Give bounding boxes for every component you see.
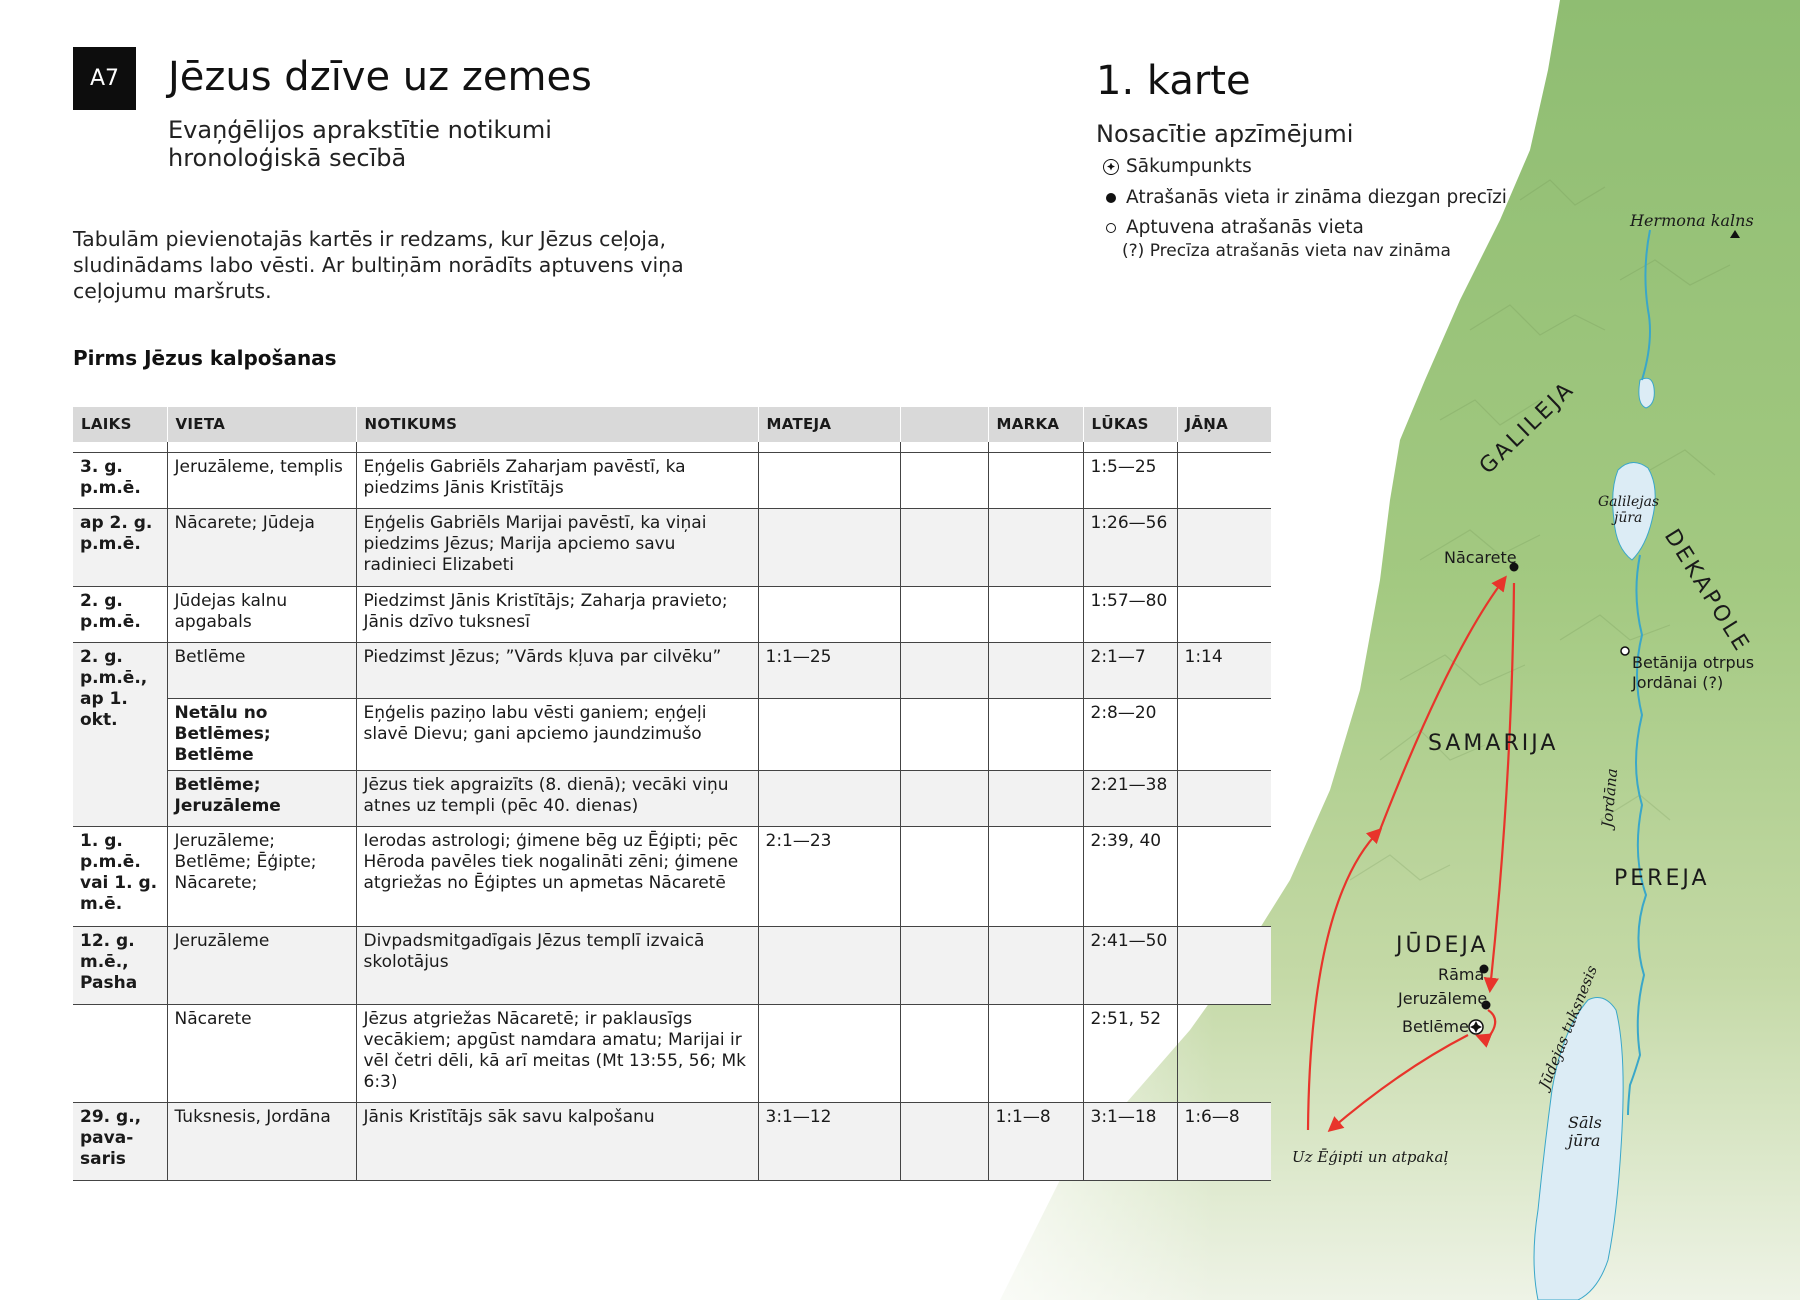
table-row <box>73 771 1271 827</box>
cell-event: Ierodas astrologi; ģimene bēg uz Ēģipti; pēc Hēroda pavēles tiek nogalināti zēni; ģimene atgriežas no Ēģiptes un apmetas Nācaretē <box>356 827 758 927</box>
place-label-galilee-sea-1: Galilejas <box>1598 494 1660 510</box>
cell-matthew <box>758 587 900 643</box>
cell-empty <box>900 509 988 587</box>
legend-known-location <box>1100 187 1507 208</box>
cell-place: Netālu no Betlēmes; Betlēme <box>167 699 356 771</box>
cell-luke: 2:8—20 <box>1083 699 1177 771</box>
cell-john <box>1177 827 1271 927</box>
cell-john <box>1177 587 1271 643</box>
cell-time: 12. g. m.ē., Pasha <box>73 927 167 1005</box>
cell-empty <box>900 827 988 927</box>
cell-mark <box>988 827 1083 927</box>
place-label-jordan: Jordāna <box>1598 767 1622 829</box>
page-subtitle <box>168 116 728 172</box>
section-badge: A7 <box>73 47 136 110</box>
col-header-luke: LŪKAS <box>1083 407 1177 442</box>
place-label-bethlehem: Betlēme <box>1402 1017 1469 1036</box>
cell-event: Jānis Kristītājs sāk savu kalpošanu <box>356 1103 758 1181</box>
table-row <box>73 1005 1271 1103</box>
place-label-galilee-sea-2: jūra <box>1614 510 1643 526</box>
cell-luke: 2:1—7 <box>1083 643 1177 699</box>
table-row <box>73 643 1271 699</box>
cell-place: Betlēme; Jeruzāleme <box>167 771 356 827</box>
subtitle-line-2: hronoloģiskā secībā <box>168 144 407 172</box>
cell-empty <box>900 1005 988 1103</box>
legend-title: Nosacītie apzīmējumi <box>1096 120 1354 148</box>
cell-matthew <box>758 1005 900 1103</box>
intro-text: Tabulām pievienotajās kartēs ir redzams, kur Jēzus ceļoja, sludinādams labo vēsti. Ar bultiņām norādīts aptuvens viņa ceļojumu maršruts. <box>73 227 684 303</box>
map-title: 1. karte <box>1096 58 1251 104</box>
place-label-bethany-2: Jordānai (?) <box>1632 673 1724 692</box>
place-label-nazareth: Nācarete <box>1444 548 1517 567</box>
cell-empty <box>900 587 988 643</box>
cell-place: Jeruzāleme, templis <box>167 453 356 509</box>
cell-time: 29. g., pava-saris <box>73 1103 167 1181</box>
col-header-matthew: MATEJA <box>758 407 900 442</box>
cell-mark <box>988 927 1083 1005</box>
cell-place: Jeruzāleme <box>167 927 356 1005</box>
cell-luke: 2:51, 52 <box>1083 1005 1177 1103</box>
table-row <box>73 827 1271 927</box>
cell-matthew <box>758 771 900 827</box>
cell-time: 1. g. p.m.ē. vai 1. g. m.ē. <box>73 827 167 927</box>
place-label-salt-sea-1: Sāls <box>1568 1113 1602 1132</box>
cell-time: 3. g. p.m.ē. <box>73 453 167 509</box>
cell-event: Jēzus tiek apgraizīts (8. dienā); vecāki viņu atnes uz templi (pēc 40. dienas) <box>356 771 758 827</box>
cell-luke: 1:57—80 <box>1083 587 1177 643</box>
col-header-john: JĀŅA <box>1177 407 1271 442</box>
cell-place: Tuksnesis, Jordāna <box>167 1103 356 1181</box>
table-row <box>73 453 1271 509</box>
cell-matthew: 2:1—23 <box>758 827 900 927</box>
place-label-salt-sea-2: jūra <box>1568 1131 1601 1150</box>
cell-event: Eņģelis Gabriēls Zaharjam pavēstī, ka piedzims Jānis Kristītājs <box>356 453 758 509</box>
cell-john <box>1177 453 1271 509</box>
cell-mark <box>988 643 1083 699</box>
cell-john <box>1177 699 1271 771</box>
table-row <box>73 509 1271 587</box>
cell-empty <box>900 771 988 827</box>
cell-event: Jēzus atgriežas Nācaretē; ir paklausīgs vecākiem; apgūst namdara amatu; Marijai ir vēl četri dēli, kā arī meitas (Mt 13:55, 56; Mk 6:3) <box>356 1005 758 1103</box>
col-header-event: NOTIKUMS <box>356 407 758 442</box>
cell-mark <box>988 1005 1083 1103</box>
cell-luke: 1:26—56 <box>1083 509 1177 587</box>
cell-time: 2. g. p.m.ē. <box>73 587 167 643</box>
col-header-time: LAIKS <box>73 407 167 442</box>
cell-matthew <box>758 927 900 1005</box>
cell-matthew <box>758 453 900 509</box>
cell-mark <box>988 699 1083 771</box>
cell-event: Piedzimst Jēzus; ”Vārds kļuva par cilvēku” <box>356 643 758 699</box>
col-header-place: VIETA <box>167 407 356 442</box>
cell-place: Nācarete <box>167 1005 356 1103</box>
table-row <box>73 699 1271 771</box>
cell-matthew: 1:1—25 <box>758 643 900 699</box>
legend-note: (?) Precīza atrašanās vieta nav zināma <box>1122 241 1451 261</box>
cell-john <box>1177 509 1271 587</box>
cell-matthew: 3:1—12 <box>758 1103 900 1181</box>
place-label-hermon: Hermona kalns <box>1630 211 1754 230</box>
place-label-bethany-1: Betānija otrpus <box>1632 653 1755 672</box>
region-label-judea: JŪDEJA <box>1396 933 1489 958</box>
cell-time: 2. g. p.m.ē., ap 1. okt. <box>73 643 167 827</box>
cell-luke: 2:39, 40 <box>1083 827 1177 927</box>
region-label-galilee: GALILEJA <box>1474 376 1581 480</box>
legend-label: Atrašanās vieta ir zināma diezgan precīzi <box>1126 187 1507 208</box>
region-label-decapolis: DEKAPOLE <box>1658 524 1755 658</box>
cell-place: Jeruzāleme; Betlēme; Ēģipte; Nācarete; <box>167 827 356 927</box>
cell-mark <box>988 453 1083 509</box>
subtitle-line-1: Evaņģēlijos aprakstītie notikumi <box>168 116 552 144</box>
cell-john <box>1177 771 1271 827</box>
col-header-mark: MARKA <box>988 407 1083 442</box>
cell-time <box>73 1005 167 1103</box>
section-title: Pirms Jēzus kalpošanas <box>73 346 337 370</box>
cell-empty <box>900 927 988 1005</box>
col-header-empty <box>900 407 988 442</box>
place-label-jerusalem: Jeruzāleme <box>1398 989 1488 1008</box>
start-point-icon <box>1103 159 1119 175</box>
cell-empty <box>900 1103 988 1181</box>
cell-mark <box>988 771 1083 827</box>
cell-john: 1:6—8 <box>1177 1103 1271 1181</box>
legend-label: Sākumpunkts <box>1126 156 1252 177</box>
cell-time: ap 2. g. p.m.ē. <box>73 509 167 587</box>
events-table <box>73 407 1271 1181</box>
cell-place: Betlēme <box>167 643 356 699</box>
lake-hula <box>1639 378 1654 408</box>
cell-mark <box>988 509 1083 587</box>
cell-mark: 1:1—8 <box>988 1103 1083 1181</box>
legend-approx-location <box>1100 217 1364 238</box>
cell-matthew <box>758 509 900 587</box>
table-row <box>73 587 1271 643</box>
cell-matthew <box>758 699 900 771</box>
bethany-marker <box>1621 647 1629 655</box>
cell-place: Nācarete; Jūdeja <box>167 509 356 587</box>
cell-empty <box>900 453 988 509</box>
legend-start-point <box>1100 156 1252 177</box>
cell-event: Piedzimst Jānis Kristītājs; Zaharja pravieto; Jānis dzīvo tuksnesī <box>356 587 758 643</box>
place-label-egypt: Uz Ēģipti un atpakaļ <box>1292 1148 1449 1166</box>
cell-place: Jūdejas kalnu apgabals <box>167 587 356 643</box>
cell-event: Divpadsmitgadīgais Jēzus templī izvaicā skolotājus <box>356 927 758 1005</box>
table-row <box>73 927 1271 1005</box>
region-label-perea: PEREJA <box>1614 866 1710 891</box>
cell-john <box>1177 1005 1271 1103</box>
page-title: Jēzus dzīve uz zemes <box>168 54 592 100</box>
cell-luke: 1:5—25 <box>1083 453 1177 509</box>
cell-john: 1:14 <box>1177 643 1271 699</box>
cell-empty <box>900 699 988 771</box>
cell-mark <box>988 587 1083 643</box>
cell-event: Eņģelis Gabriēls Marijai pavēstī, ka viņai piedzims Jēzus; Marija apciemo savu radinieci Elizabeti <box>356 509 758 587</box>
table-row <box>73 1103 1271 1181</box>
table-spacer-row <box>73 442 1271 453</box>
cell-john <box>1177 927 1271 1005</box>
cell-luke: 2:21—38 <box>1083 771 1177 827</box>
cell-luke: 2:41—50 <box>1083 927 1177 1005</box>
place-label-wilderness: Jūdejas tuksnesis <box>1535 962 1601 1092</box>
cell-event: Eņģelis paziņo labu vēsti ganiem; eņģeļi slavē Dievu; gani apciemo jaundzimušo <box>356 699 758 771</box>
region-label-samaria: SAMARIJA <box>1428 731 1559 756</box>
table-header-row <box>73 407 1271 442</box>
cell-empty <box>900 643 988 699</box>
place-label-rama: Rāma <box>1438 965 1485 984</box>
open-dot-icon <box>1106 223 1116 233</box>
legend-label: Aptuvena atrašanās vieta <box>1126 217 1364 238</box>
filled-dot-icon <box>1106 193 1116 203</box>
cell-luke: 3:1—18 <box>1083 1103 1177 1181</box>
